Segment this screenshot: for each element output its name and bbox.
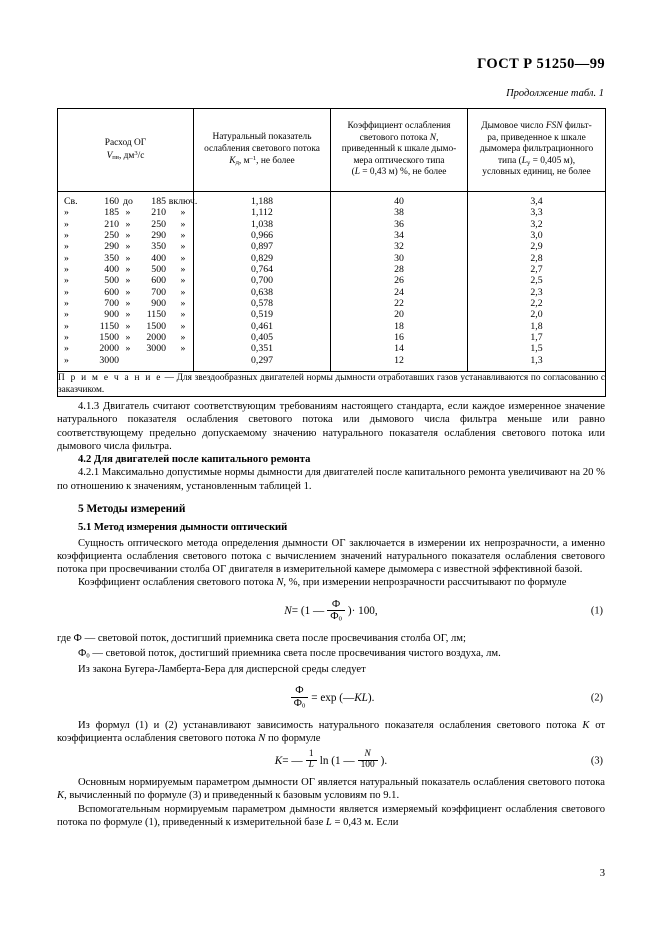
n-value: 20 [394,309,404,321]
fsn-line1-b: фильт- [562,120,592,131]
flow-range-connector: » [125,230,131,242]
flow-range-to: 350 [151,241,166,253]
from12-a: Из формул (1) и (2) устанавливают зависимость натурального показателя ослабления светового потока [78,719,583,731]
flow-range-suffix: » [180,218,186,230]
fsn-header-line4 [473,156,600,168]
fsn-header-line2: ра, приведенное к шкале [487,132,586,143]
flow-range-row [58,196,198,207]
k-value: 0,966 [250,230,274,242]
flow-range-from: 900 [104,309,119,321]
flow-range-row [58,275,193,286]
from12-b: от коэффициента ослабления светового потока [57,719,605,745]
fsn-header-line3: дымомера фильтрационного [479,144,594,155]
table-continued-caption: Продолжение табл. 1 [506,88,604,99]
note-text: — Для звездообразных двигателей нормы дымности отработавших газов устанавливаются по согласованию с заказчиком. [58,373,605,396]
fsn-value: 1,3 [530,354,543,366]
fsn-line4-a: типа ( [497,155,522,166]
flow-range-to: 1500 [146,320,166,332]
flow-range-to: 400 [151,252,166,264]
n-value: 36 [394,218,404,230]
n-header-line5 [336,167,462,179]
phi0-symbol: Ф [78,648,87,660]
flow-range-row [58,298,193,309]
flow-range-suffix: » [180,332,186,344]
n-value: 22 [394,298,404,310]
formula-3-number: (3) [590,755,603,767]
flow-range-connector: » [125,286,131,298]
fsn-value: 3,3 [530,207,543,219]
column-header-flow [58,109,194,192]
table-header [58,109,606,192]
paragraph-where-phi0 [57,647,605,661]
flow-range-connector: » [125,252,131,264]
flow-units-tail: /с [137,150,145,161]
fsn-base-symbol: L [521,155,527,166]
formula-2-denominator [291,698,309,710]
page-content [57,0,605,936]
k-value: 0,405 [250,332,274,344]
k-value: 1,112 [251,207,273,219]
formula-3 [57,750,605,771]
fsn-symbol: FSN [545,120,563,131]
formula-1-denominator [327,611,345,623]
k-value: 1,188 [250,196,274,207]
main-b: , вычисленный по формуле (3) и приведенный к базовым условиям по 9.1. [64,790,400,802]
flow-range-row [58,253,193,264]
flow-range-prefix: » [64,264,69,276]
smoke-limits-table [57,108,606,397]
formula-1-den-subscript: 0 [338,615,342,623]
flow-range-to: 185 [151,196,166,207]
formula-1-den-base: Ф [330,610,339,622]
flow-range-suffix: » [180,320,186,332]
k-value: 0,829 [250,252,274,264]
n-header-line2 [336,133,462,145]
formula-1-numerator: Ф [327,599,345,611]
fsn-value: 3,4 [530,196,543,207]
flow-range-row [58,241,193,252]
formula-3-num-1: 1 [306,750,317,761]
flow-range-row [58,355,193,366]
n-base-symbol: L [354,167,360,178]
n-header-line2-text: светового потока [359,132,428,143]
from12-c: по формуле [265,733,321,745]
n-paren-open: ( [351,167,355,178]
table-data-row [58,192,606,372]
k-symbol: K [229,156,236,167]
flow-range-row [58,343,193,354]
flow-range-connector: » [125,275,131,287]
fsn-value: 1,8 [530,320,543,332]
n-value: 14 [394,343,404,355]
formula-3-den-2: 100 [360,760,375,771]
flow-header-line1: Расход ОГ [104,137,147,148]
k-value: 0,578 [250,298,274,310]
flow-units: , дм [118,150,135,161]
n-header-line1: Коэффициент ослабления [347,120,451,131]
formula-2 [57,685,605,709]
paragraph-essence: Сущность оптического метода определения дымности ОГ заключается в измерении их непрозрачности, а именно коэффициента ослабления светового потока с вычислением значений натурального показателя ослабления светового потока при просвечивании столба ОГ двигателя в измерительной камере дымомера с известной эффективной базой. [57,537,605,576]
table-note-row [58,372,606,397]
flow-range-suffix: включ. [168,196,198,207]
k-value: 0,297 [250,354,274,366]
flow-range-from: 400 [104,264,119,276]
k-symbol-subscript: д [235,159,239,167]
formula-2-rhs-tail: ). [367,691,375,704]
flow-range-from: 185 [104,207,119,219]
formula-3-ln: ln (1 — [319,754,355,767]
flow-range-prefix: » [64,286,69,298]
k-value: 1,038 [250,218,274,230]
formula-1-tail: · 100, [351,604,378,617]
from12-symbol-n: N [258,733,266,745]
coef-pre: Коэффициент ослабления светового потока [78,577,277,589]
spec-table-wrapper [57,108,605,397]
flow-range-prefix: » [64,275,69,287]
fsn-header-line5: условных единиц, не более [482,167,591,178]
flow-range-prefix: » [64,298,69,310]
flow-range-from: 1500 [99,332,119,344]
flow-range-row [58,230,193,241]
k-value: 0,897 [250,241,274,253]
paragraph-from-formulas [57,719,605,746]
flow-range-prefix: » [64,309,69,321]
aux-symbol-l: L [325,817,332,829]
column-header-k [194,109,331,192]
phi0-subscript: 0 [86,652,90,660]
flow-range-row [58,219,193,230]
fsn-base-subscript: у [526,159,531,167]
fsn-value: 1,5 [530,343,543,355]
flow-range-row [58,321,193,332]
fsn-value: 3,0 [530,230,543,242]
formula-3-den-1-symbol: L [308,760,314,771]
flow-range-suffix: » [180,241,186,253]
flow-range-prefix: » [64,230,69,242]
paragraph-4-1-3: 4.1.3 Двигатель считают соответствующим требованиям настоящего стандарта, если каждое измеренное значение натурального показателя ослабления светового потока или дымового числа фильтра меньше или равно соответствующему предельно допускаемому значению натурального показателя ослабления светового потока или дымового числа фильтра. [57,401,605,452]
flow-range-from: 160 [104,196,119,207]
flow-range-to: 500 [151,264,166,276]
flow-range-suffix: » [180,230,186,242]
standard-number: ГОСТ Р 51250—99 [477,56,605,72]
formula-3-close: ). [380,754,388,767]
k-units-exponent: –1 [249,155,257,163]
n-value: 24 [394,286,404,298]
fsn-line4-b: = 0,405 м), [530,155,576,166]
formula-3-fraction-1 [306,750,317,771]
k-limit-text: , не более [256,156,295,167]
flow-range-connector: » [125,309,131,321]
k-value: 0,764 [250,264,274,276]
flow-range-suffix: » [180,309,186,321]
flow-range-to: 210 [151,207,166,219]
formula-2-rhs-variables: KL [354,691,368,704]
flow-range-from: 1150 [99,320,119,332]
formula-1-close: ) [347,604,352,617]
n-header-line3: приведенный к шкале дымо- [341,144,457,155]
paragraph-aux-parameter [57,803,605,830]
flow-range-connector: » [125,218,131,230]
flow-range-from: 500 [104,275,119,287]
flow-range-from: 700 [104,298,119,310]
flow-range-suffix: » [180,207,186,219]
n-value: 28 [394,264,404,276]
n-symbol: N [429,132,437,143]
formula-1-number: (1) [590,605,603,617]
n-value: 30 [394,252,404,264]
cell-k-values [194,192,331,372]
formula-1 [57,599,605,623]
k-header-line1: Натуральный показатель [212,132,312,143]
table-body [58,192,606,397]
paragraph-main-parameter [57,776,605,803]
page-number: 3 [599,868,605,879]
flow-range-from: 350 [104,252,119,264]
flow-range-row [58,309,193,320]
n-value: 12 [394,354,404,366]
flow-range-from: 250 [104,230,119,242]
flow-value-list [58,192,198,371]
paragraph-4-2-1: 4.2.1 Максимально допустимые нормы дымности для двигателей после капитального ремонта увеличивают на 20 % по отношению к значениям, установленным таблицей 1. [57,467,605,492]
flow-range-to: 2000 [146,332,166,344]
flow-range-suffix: » [180,286,186,298]
flow-units-exponent: 3 [134,149,138,157]
flow-range-prefix: » [64,207,69,219]
flow-range-to: 600 [151,275,166,287]
flow-range-to: 1150 [146,309,166,321]
flow-range-connector: » [125,207,131,219]
fsn-value: 2,5 [530,275,543,287]
formula-1-lhs: N [284,604,292,617]
flow-range-connector: » [125,298,131,310]
k-header-line3 [199,155,325,167]
flow-range-suffix: » [180,264,186,276]
main-a: Основным нормируемым параметром дымности ОГ является натуральный показатель ослабления светового потока [78,777,605,789]
formula-3-num-2-symbol: N [364,749,371,760]
formula-1-fraction [327,599,345,623]
fsn-value: 2,3 [530,286,543,298]
formula-3-eq: = — [282,754,303,767]
flow-range-row [58,207,193,218]
flow-range-connector: до [123,196,133,207]
flow-range-prefix: » [64,343,69,355]
paragraph-coefficient [57,576,605,589]
flow-range-from: 210 [104,218,119,230]
formula-3-fraction-2 [358,750,378,771]
formula-2-numerator: Ф [291,685,309,697]
formula-1-open: = (1 — [291,604,325,617]
flow-range-from: 290 [104,241,119,253]
k-value: 0,351 [250,343,274,355]
n-value: 16 [394,332,404,344]
formula-2-den-base: Ф [293,697,302,709]
cell-n-values [331,192,468,372]
flow-range-from: 2000 [99,343,119,355]
table-header-row [58,109,606,192]
flow-range-to: 250 [151,218,166,230]
flow-range-prefix: » [64,332,69,344]
formula-2-den-subscript: 0 [301,701,306,709]
flow-range-from: 3000 [99,354,119,366]
fsn-value-list [468,192,605,371]
fsn-line1-a: Дымовое число [481,120,546,131]
phi0-description: — световой поток, достигший приемника света после просвечивания чистого воздуха, лм. [89,648,501,660]
flow-range-prefix: » [64,320,69,332]
k-value: 0,638 [250,286,274,298]
flow-range-to: 290 [151,230,166,242]
formula-2-fraction [291,685,309,709]
flow-range-connector: » [125,320,131,332]
flow-range-prefix: » [64,218,69,230]
cell-fsn-values [468,192,606,372]
flow-range-to: 700 [151,286,166,298]
k-value: 0,461 [250,320,274,332]
main-symbol-k: K [57,790,65,802]
flow-range-suffix: » [180,343,186,355]
formula-2-number: (2) [590,692,603,704]
fsn-value: 2,2 [530,298,543,310]
column-header-fsn [468,109,606,192]
coef-post: , %, при измерении непрозрачности рассчитывают по формуле [283,577,567,589]
from12-symbol-k: K [582,719,590,731]
flow-range-connector: » [125,264,131,276]
flow-range-connector: » [125,343,131,355]
heading-5: 5 Методы измерений [78,502,186,515]
k-value-list [194,192,330,371]
paragraph-where-phi: где Ф — световой поток, достигший приемника света после просвечивания столба ОГ, лм; [57,633,466,645]
coef-symbol-n: N [276,577,284,589]
n-value: 38 [394,207,404,219]
body-text [57,400,605,829]
fsn-value: 3,2 [530,218,543,230]
flow-range-from: 600 [104,286,119,298]
n-value: 26 [394,275,404,287]
flow-symbol: V [106,150,113,161]
fsn-value: 1,7 [530,332,543,344]
flow-range-to: 3000 [146,343,166,355]
fsn-header-line1 [473,121,600,133]
flow-range-prefix: » [64,354,69,366]
n-base-value: = 0,43 м) %, не более [359,167,447,178]
flow-range-suffix: » [180,252,186,264]
fsn-value: 2,0 [530,309,543,321]
table-note [58,372,606,397]
aux-b: = 0,43 м. Если [331,817,399,829]
flow-range-to: 900 [151,298,166,310]
fsn-value: 2,7 [530,264,543,276]
flow-range-connector: » [125,332,131,344]
paragraph-bouguer: Из закона Бугера-Ламберта-Бера для дисперсной среды следует [78,664,366,676]
cell-flow-values [58,192,198,372]
flow-range-connector: » [125,241,131,253]
flow-range-row [58,264,193,275]
n-value: 34 [394,230,404,242]
n-value: 18 [394,320,404,332]
flow-header-line2 [63,150,188,162]
n-value: 32 [394,241,404,253]
fsn-value: 2,9 [530,241,543,253]
k-value: 0,700 [250,275,274,287]
note-label: П р и м е ч а н и е [58,373,162,384]
column-header-n [331,109,468,192]
flow-range-row [58,287,193,298]
heading-5-1: 5.1 Метод измерения дымности оптический [78,522,288,534]
heading-4-2: 4.2 Для двигателей после капитального ремонта [78,454,311,466]
flow-range-suffix: » [180,275,186,287]
flow-range-suffix: » [180,298,186,310]
n-header-line4: мера оптического типа [353,155,445,166]
n-header-line2-comma: , [436,132,439,143]
flow-range-prefix: » [64,241,69,253]
flow-symbol-subscript: пв [112,153,119,161]
formula-3-lhs: K [274,754,283,767]
k-header-line2: ослабления светового потока [204,143,320,154]
n-value-list [331,192,467,371]
n-value: 40 [394,196,404,207]
flow-range-prefix: » [64,252,69,264]
formula-3-den-1 [306,761,317,771]
fsn-value: 2,8 [530,252,543,264]
aux-a: Вспомогательным нормируемым параметром дымности является измеряемый коэффициент ослабления светового потока по формуле (1), приведенный к измерительной базе [57,803,605,829]
flow-range-prefix: Св. [64,196,78,207]
k-value: 0,519 [250,309,274,321]
flow-range-row [58,332,193,343]
formula-2-rhs: = exp (— [311,691,355,704]
k-units: , м [238,156,250,167]
